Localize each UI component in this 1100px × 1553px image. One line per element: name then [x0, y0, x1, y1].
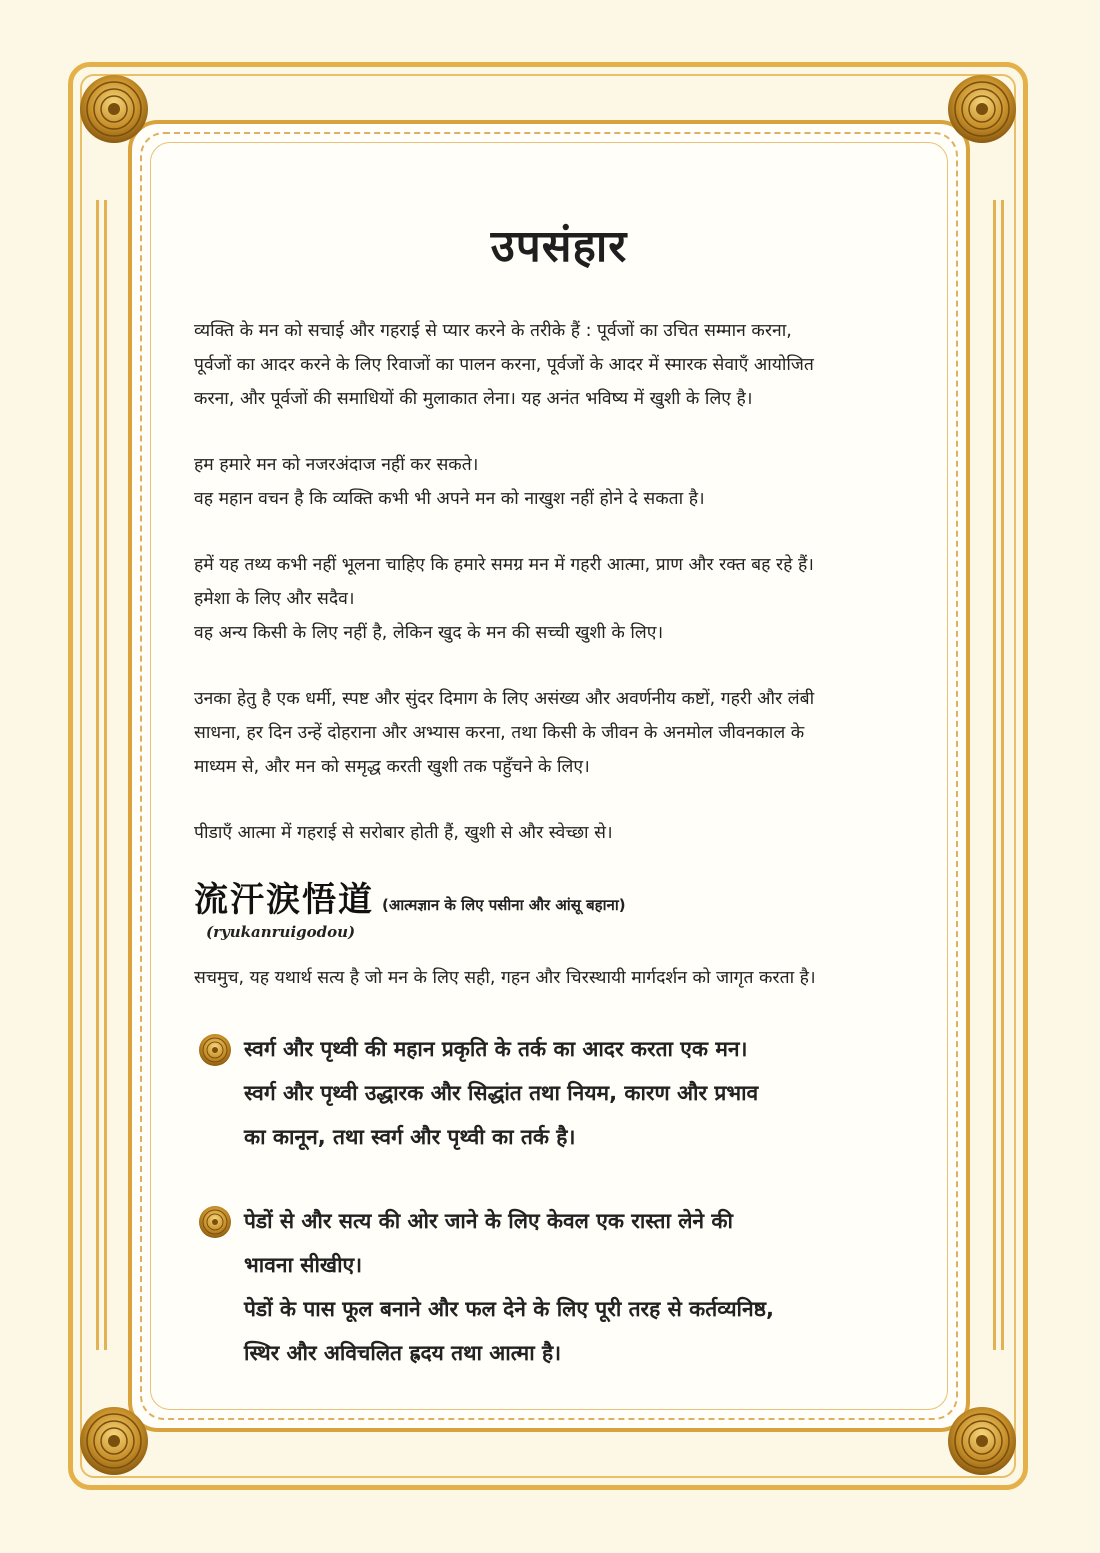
paragraph-line: हम हमारे मन को नजरअंदाज नहीं कर सकते।	[194, 455, 479, 475]
paragraph	[194, 548, 924, 650]
proverb-kanji: 流汗涙悟道	[194, 880, 374, 920]
paragraph	[194, 682, 924, 784]
right-double-line	[993, 200, 996, 1350]
paragraph-line: उनका हेतु है एक धर्मी, स्पष्ट और सुंदर दिमाग के लिए असंख्य और अवर्णनीय कष्टों, गहरी और लंबी	[194, 689, 815, 709]
paragraph	[194, 816, 924, 850]
paragraph-line: व्यक्ति के मन को सचाई और गहराई से प्यार करने के तरीके हैं : पूर्वजों का उचित सम्मान करना,	[194, 321, 792, 341]
closing-paragraph	[194, 961, 924, 995]
paragraph-line: माध्यम से, और मन को समृद्ध करती खुशी तक पहुँचने के लिए।	[194, 757, 590, 777]
gold-medallion-icon	[946, 73, 1018, 145]
paragraph-line: हमेशा के लिए और सदैव।	[194, 589, 355, 609]
bullet-line: पेडों से और सत्य की ओर जाने के लिए केवल एक रास्ता लेने की	[244, 1209, 733, 1233]
paragraph-line: करना, और पूर्वजों की समाधियों की मुलाकात लेना। यह अनंत भविष्य में खुशी के लिए है।	[194, 389, 753, 409]
bullet-item	[194, 1027, 924, 1159]
left-double-line	[96, 200, 99, 1350]
paragraph-line: वह अन्य किसी के लिए नहीं है, लेकिन खुद के मन की सच्ची खुशी के लिए।	[194, 623, 664, 643]
paragraph-line: सचमुच, यह यथार्थ सत्य है जो मन के लिए सही, गहन और चिरस्थायी मार्गदर्शन को जागृत करता है।	[194, 968, 816, 988]
bullet-line: स्वर्ग और पृथ्वी की महान प्रकृति के तर्क का आदर करता एक मन।	[244, 1037, 748, 1061]
gold-medallion-icon	[78, 73, 150, 145]
bullet-item	[194, 1199, 924, 1375]
gold-medallion-icon	[946, 1405, 1018, 1477]
bullet-line: भावना सीखीए।	[244, 1253, 363, 1277]
paragraph-line: वह महान वचन है कि व्यक्ति कभी भी अपने मन को नाखुश नहीं होने दे सकता है।	[194, 489, 705, 509]
gold-medallion-icon	[78, 1405, 150, 1477]
proverb-gloss: (आत्मज्ञान के लिए पसीना और आंसू बहाना)	[382, 896, 626, 914]
bullet-line: का कानून, तथा स्वर्ग और पृथ्वी का तर्क है।	[244, 1125, 576, 1149]
proverb-romaji: (ryukanruigodou)	[206, 923, 356, 941]
paragraph-line: साधना, हर दिन उन्हें दोहराना और अभ्यास करना, तथा किसी के जीवन के अनमोल जीवनकाल के	[194, 723, 805, 743]
paragraph-line: हमें यह तथ्य कभी नहीं भूलना चाहिए कि हमारे समग्र मन में गहरी आत्मा, प्राण और रक्त बह रहे हैं।	[194, 555, 814, 575]
bullet-line: स्वर्ग और पृथ्वी उद्धारक और सिद्धांत तथा नियम, कारण और प्रभाव	[244, 1081, 759, 1105]
paragraph-line: पीडाएँ आत्मा में गहराई से सरोबार होती हैं, खुशी से और स्वेच्छा से।	[194, 823, 613, 843]
gold-medallion-bullet-icon	[198, 1205, 232, 1239]
page-title: उपसंहार	[490, 221, 628, 272]
proverb	[194, 872, 924, 921]
page-content	[194, 214, 924, 1415]
paragraph	[194, 448, 924, 516]
bullet-line: पेडों के पास फूल बनाने और फल देने के लिए पूरी तरह से कर्तव्यनिष्ठ,	[244, 1297, 774, 1321]
right-double-line-2	[1001, 200, 1004, 1350]
left-double-line-2	[104, 200, 107, 1350]
gold-medallion-bullet-icon	[198, 1033, 232, 1067]
bullet-line: स्थिर और अविचलित ह्रदय तथा आत्मा है।	[244, 1341, 562, 1365]
paragraph	[194, 314, 924, 416]
paragraph-line: पूर्वजों का आदर करने के लिए रिवाजों का पालन करना, पूर्वजों के आदर में स्मारक सेवाएँ आयोजित	[194, 355, 814, 375]
